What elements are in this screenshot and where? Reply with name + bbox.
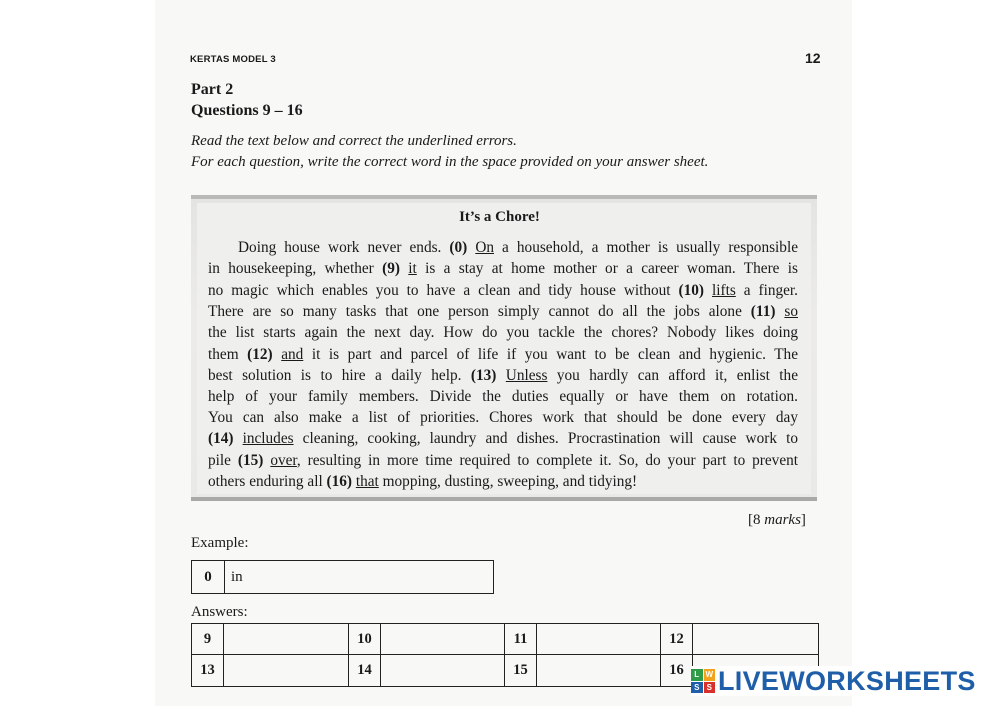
- passage-line: [208, 430, 798, 448]
- example-label: Example:: [191, 535, 249, 551]
- passage-line: [208, 303, 798, 321]
- passage-text-segment: mopping, dusting, sweeping, and tidying!: [378, 473, 638, 490]
- question-marker: (9): [382, 260, 409, 277]
- answer-field[interactable]: [693, 624, 818, 655]
- underlined-error: so: [784, 303, 798, 320]
- answer-field[interactable]: [224, 624, 349, 655]
- example-answer-box: [191, 560, 494, 594]
- answer-field[interactable]: [537, 624, 661, 655]
- underlined-error: over: [270, 452, 297, 469]
- underlined-error: it: [408, 260, 417, 277]
- answer-field[interactable]: [381, 624, 505, 655]
- example-answer: in: [231, 568, 243, 585]
- passage-text-segment: a finger.: [735, 282, 798, 299]
- question-marker: (11): [750, 303, 785, 320]
- marks-label: [8 marks]: [748, 512, 806, 528]
- answer-number: 16: [661, 655, 693, 686]
- underlined-error: Unless: [505, 367, 548, 384]
- passage-line: [208, 346, 798, 364]
- question-marker: (13): [470, 367, 506, 384]
- answer-field[interactable]: [381, 655, 505, 686]
- answer-number: 14: [349, 655, 381, 686]
- paper-header: KERTAS MODEL 3: [190, 54, 276, 65]
- passage-line: [208, 282, 798, 300]
- logo-text: LIVEWORKSHEETS: [718, 665, 976, 696]
- passage-text-segment: best solution is to hire a daily help.: [208, 367, 471, 384]
- questions-heading: Questions 9 – 16: [191, 102, 303, 119]
- question-marker: (15): [237, 452, 271, 469]
- question-marker: (0): [449, 239, 476, 256]
- passage-line: [208, 388, 798, 406]
- underlined-error: and: [281, 346, 304, 363]
- passage-text-segment: it is part and parcel of life if you want to be clean and hygienic. The: [303, 346, 798, 363]
- passage-line: [208, 473, 798, 491]
- passage-line: [208, 324, 798, 342]
- passage-line: [208, 367, 798, 385]
- question-marker: (10): [678, 282, 712, 299]
- passage-line: [208, 409, 798, 427]
- passage-line: [238, 239, 798, 257]
- passage-text-segment: You can also make a list of priorities. Chores work that should be done every day: [208, 409, 798, 426]
- liveworksheets-logo: [691, 666, 980, 696]
- instruction-line-2: For each question, write the correct word in the space provided on your answer sheet.: [191, 154, 709, 170]
- passage-text-segment: no magic which enables you to have a clean and tidy house without: [208, 282, 679, 299]
- page-number: 12: [805, 50, 821, 66]
- answer-field[interactable]: [224, 655, 349, 686]
- answer-number: 10: [349, 624, 381, 655]
- passage-text-segment: pile: [208, 452, 238, 469]
- underlined-error: lifts: [711, 282, 736, 299]
- logo-tile: S: [704, 682, 716, 694]
- question-marker: (16): [326, 473, 356, 490]
- instruction-line-1: Read the text below and correct the underlined errors.: [191, 133, 517, 149]
- part-heading: Part 2: [191, 81, 234, 98]
- logo-tile: L: [691, 669, 703, 681]
- passage-text-segment: There are so many tasks that one person simply cannot do all the jobs alone: [208, 303, 751, 320]
- passage-text-segment: you hardly can afford it, enlist the: [547, 367, 798, 384]
- passage-text-segment: cleaning, cooking, laundry and dishes. Procrastination will cause work to: [293, 430, 798, 447]
- passage-text-segment: the list starts again the next day. How do you tackle the chores? Nobody likes doing: [208, 324, 798, 341]
- logo-tile: W: [705, 670, 714, 680]
- passage-text-segment: a household, a mother is usually responsible: [494, 239, 798, 256]
- passage-text-segment: Doing house work never ends.: [238, 239, 450, 256]
- underlined-error: that: [355, 473, 379, 490]
- passage-text-segment: , resulting in more time required to complete it. So, do your part to prevent: [296, 452, 799, 469]
- answer-number: 15: [505, 655, 537, 686]
- passage-title: It’s a Chore!: [459, 209, 540, 225]
- passage-text-segment: is a stay at home mother or a career woman. There is: [416, 260, 799, 277]
- question-marker: (12): [247, 346, 282, 363]
- passage-text-segment: in housekeeping, whether: [208, 260, 383, 277]
- question-marker: (14): [208, 430, 243, 447]
- passage-text-segment: others enduring all: [208, 473, 327, 490]
- passage-line: [208, 260, 798, 278]
- answers-label: Answers:: [191, 604, 248, 620]
- passage-line: [208, 452, 798, 470]
- answer-number: 9: [192, 624, 224, 655]
- answer-number: 11: [505, 624, 537, 655]
- answer-field[interactable]: [537, 655, 661, 686]
- underlined-error: includes: [242, 430, 294, 447]
- answer-number: 12: [661, 624, 693, 655]
- underlined-error: On: [475, 239, 495, 256]
- answer-number: 13: [192, 655, 224, 686]
- passage-text-segment: help of your family members. Divide the duties equally or have them on rotation.: [208, 388, 798, 405]
- logo-tile: S: [691, 682, 703, 694]
- example-number: 0: [192, 561, 225, 593]
- logo-icon: [691, 669, 715, 693]
- passage-text-segment: them: [208, 346, 248, 363]
